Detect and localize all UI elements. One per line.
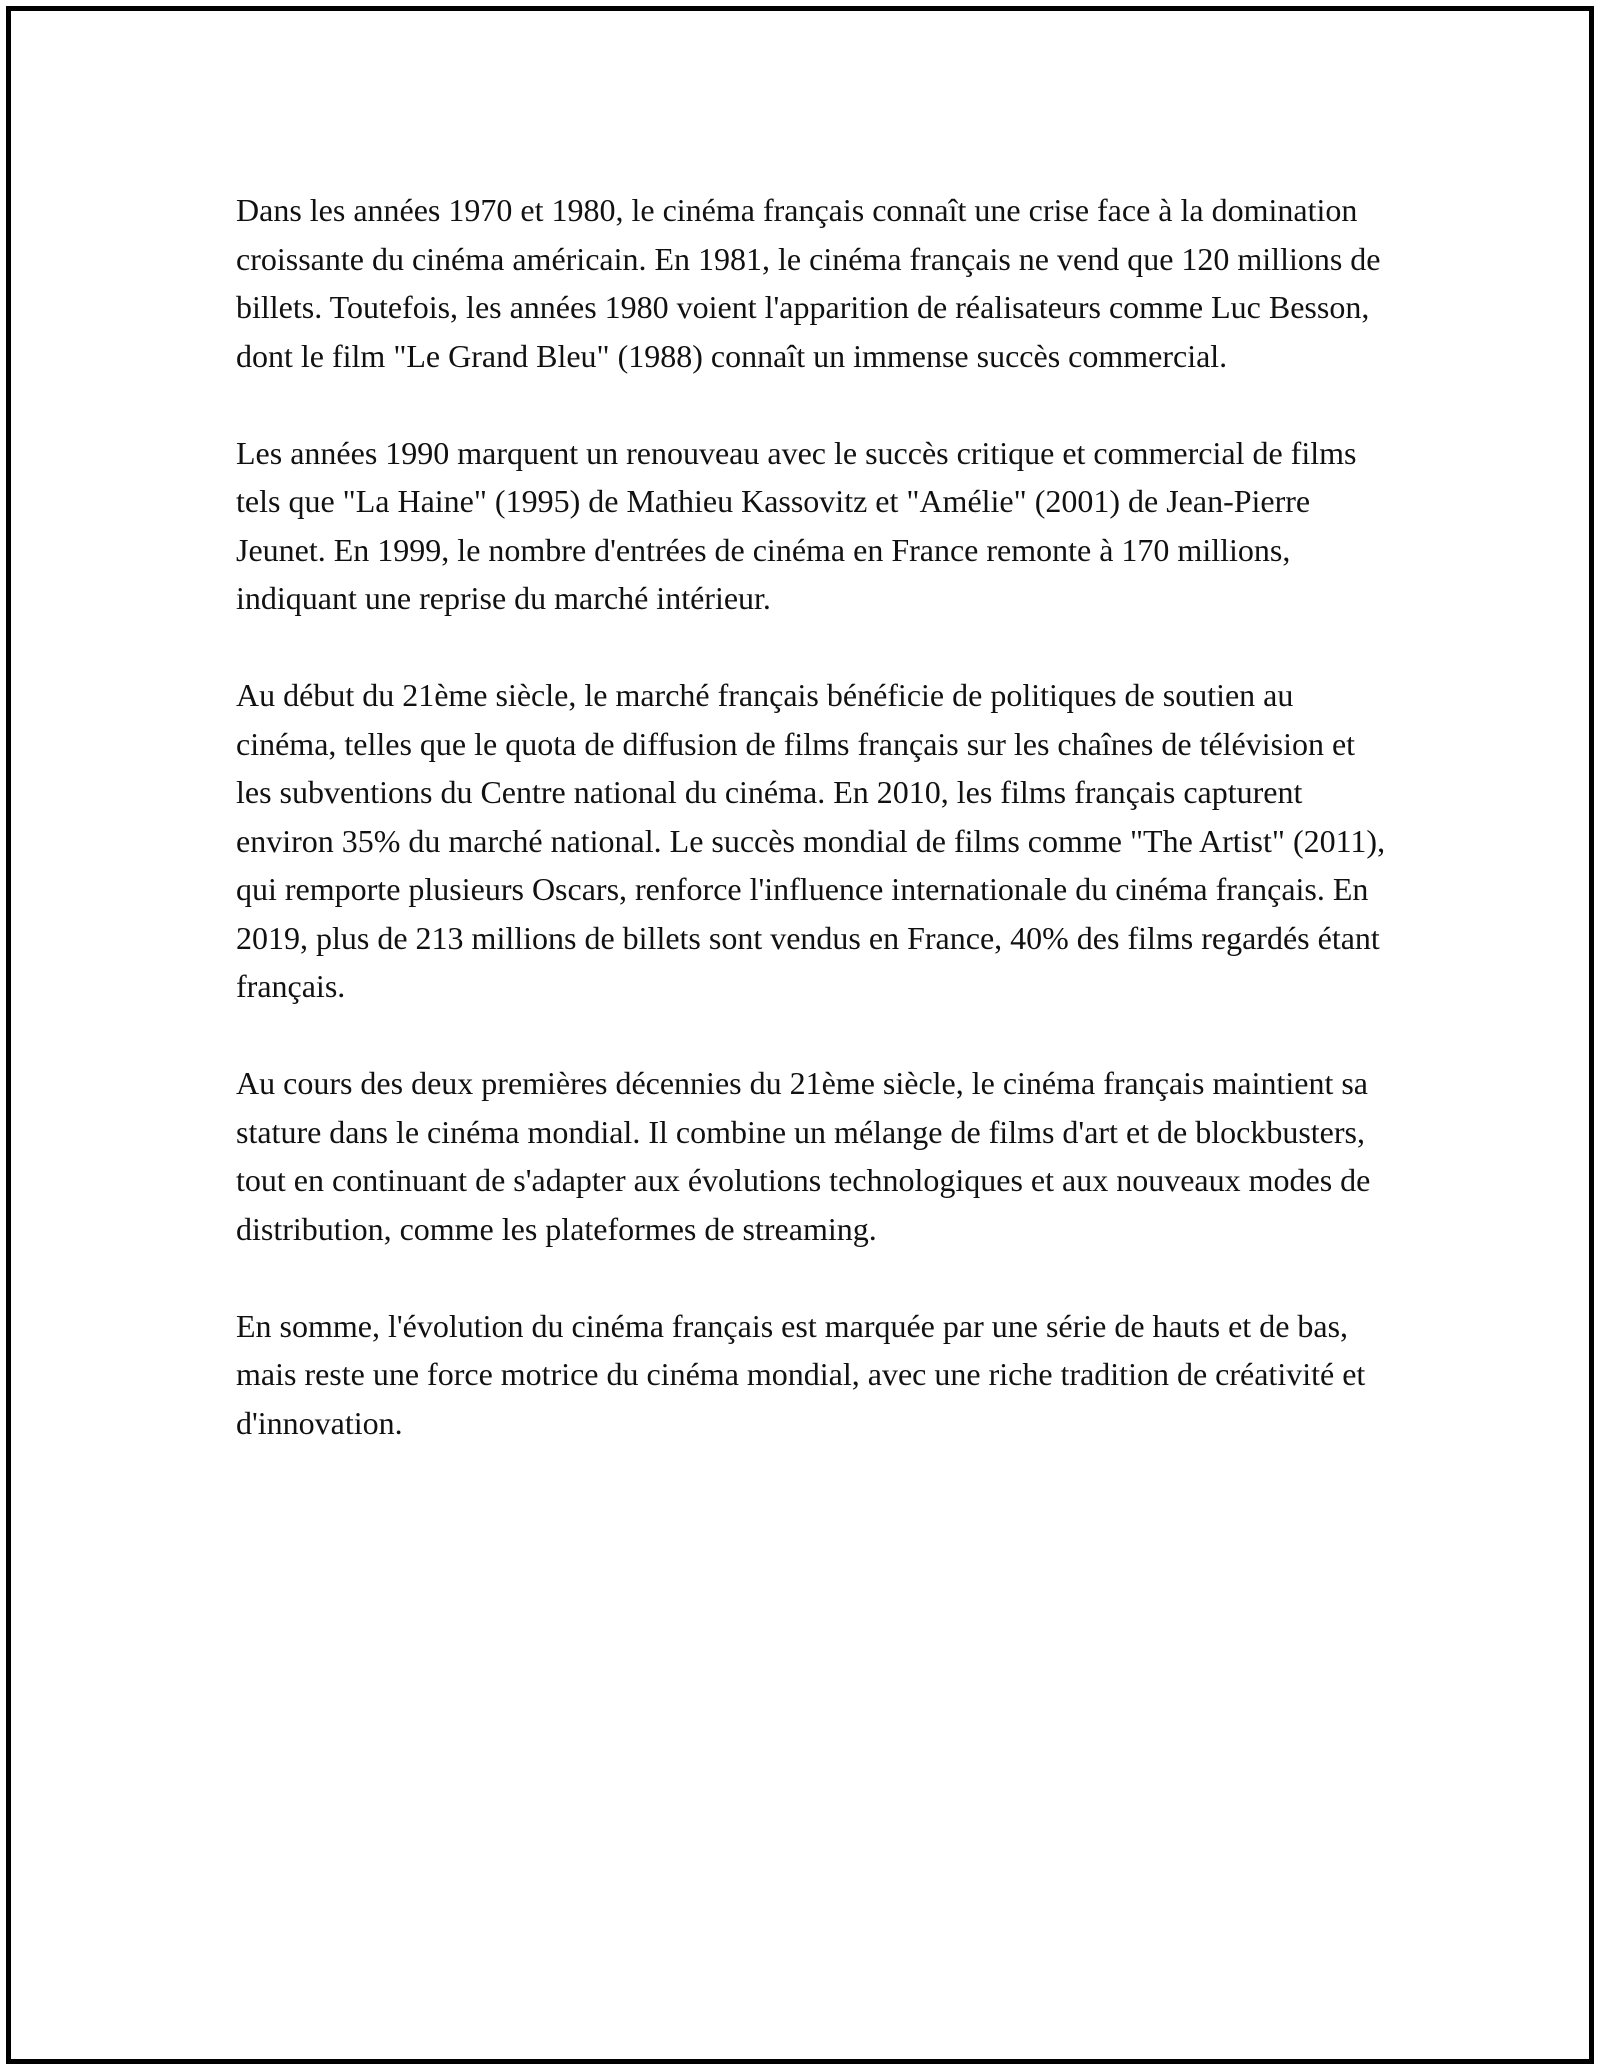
paragraph-1: Dans les années 1970 et 1980, le cinéma français connaît une crise face à la domination croissante du cinéma américain. En 1981, le cinéma français ne vend que 120 millions de billets. Toutefois, les années 1980 voient l'apparition de réalisateurs comme Luc Besson, dont le film "Le Grand Bleu" (1988) connaît un immense succès commercial. xyxy=(236,192,1381,374)
paragraph-3: Au début du 21ème siècle, le marché français bénéficie de politiques de soutien au cinéma, telles que le quota de diffusion de films français sur les chaînes de télévision et les subventions du Centre national du cinéma. En 2010, les films français capturent environ 35% du marché national. Le succès mondial de films comme "The Artist" (2011), qui remporte plusieurs Oscars, renforce l'influence internationale du cinéma français. En 2019, plus de 213 millions de billets sont vendus en France, 40% des films regardés étant français. xyxy=(236,677,1386,1004)
paragraph-4: Au cours des deux premières décennies du 21ème siècle, le cinéma français maintient sa stature dans le cinéma mondial. Il combine un mélange de films d'art et de blockbusters, tout en continuant de s'adapter aux évolutions technologiques et aux nouveaux modes de distribution, comme les plateformes de streaming. xyxy=(236,1065,1371,1247)
document-body xyxy=(236,186,1386,1496)
paragraph-2: Les années 1990 marquent un renouveau avec le succès critique et commercial de films tels que "La Haine" (1995) de Mathieu Kassovitz et "Amélie" (2001) de Jean-Pierre Jeunet. En 1999, le nombre d'entrées de cinéma en France remonte à 170 millions, indiquant une reprise du marché intérieur. xyxy=(236,434,1357,616)
paragraph-5: En somme, l'évolution du cinéma français est marquée par une série de hauts et de bas, mais reste une force motrice du cinéma mondial, avec une riche tradition de créativité et d'innovation. xyxy=(236,1307,1366,1441)
